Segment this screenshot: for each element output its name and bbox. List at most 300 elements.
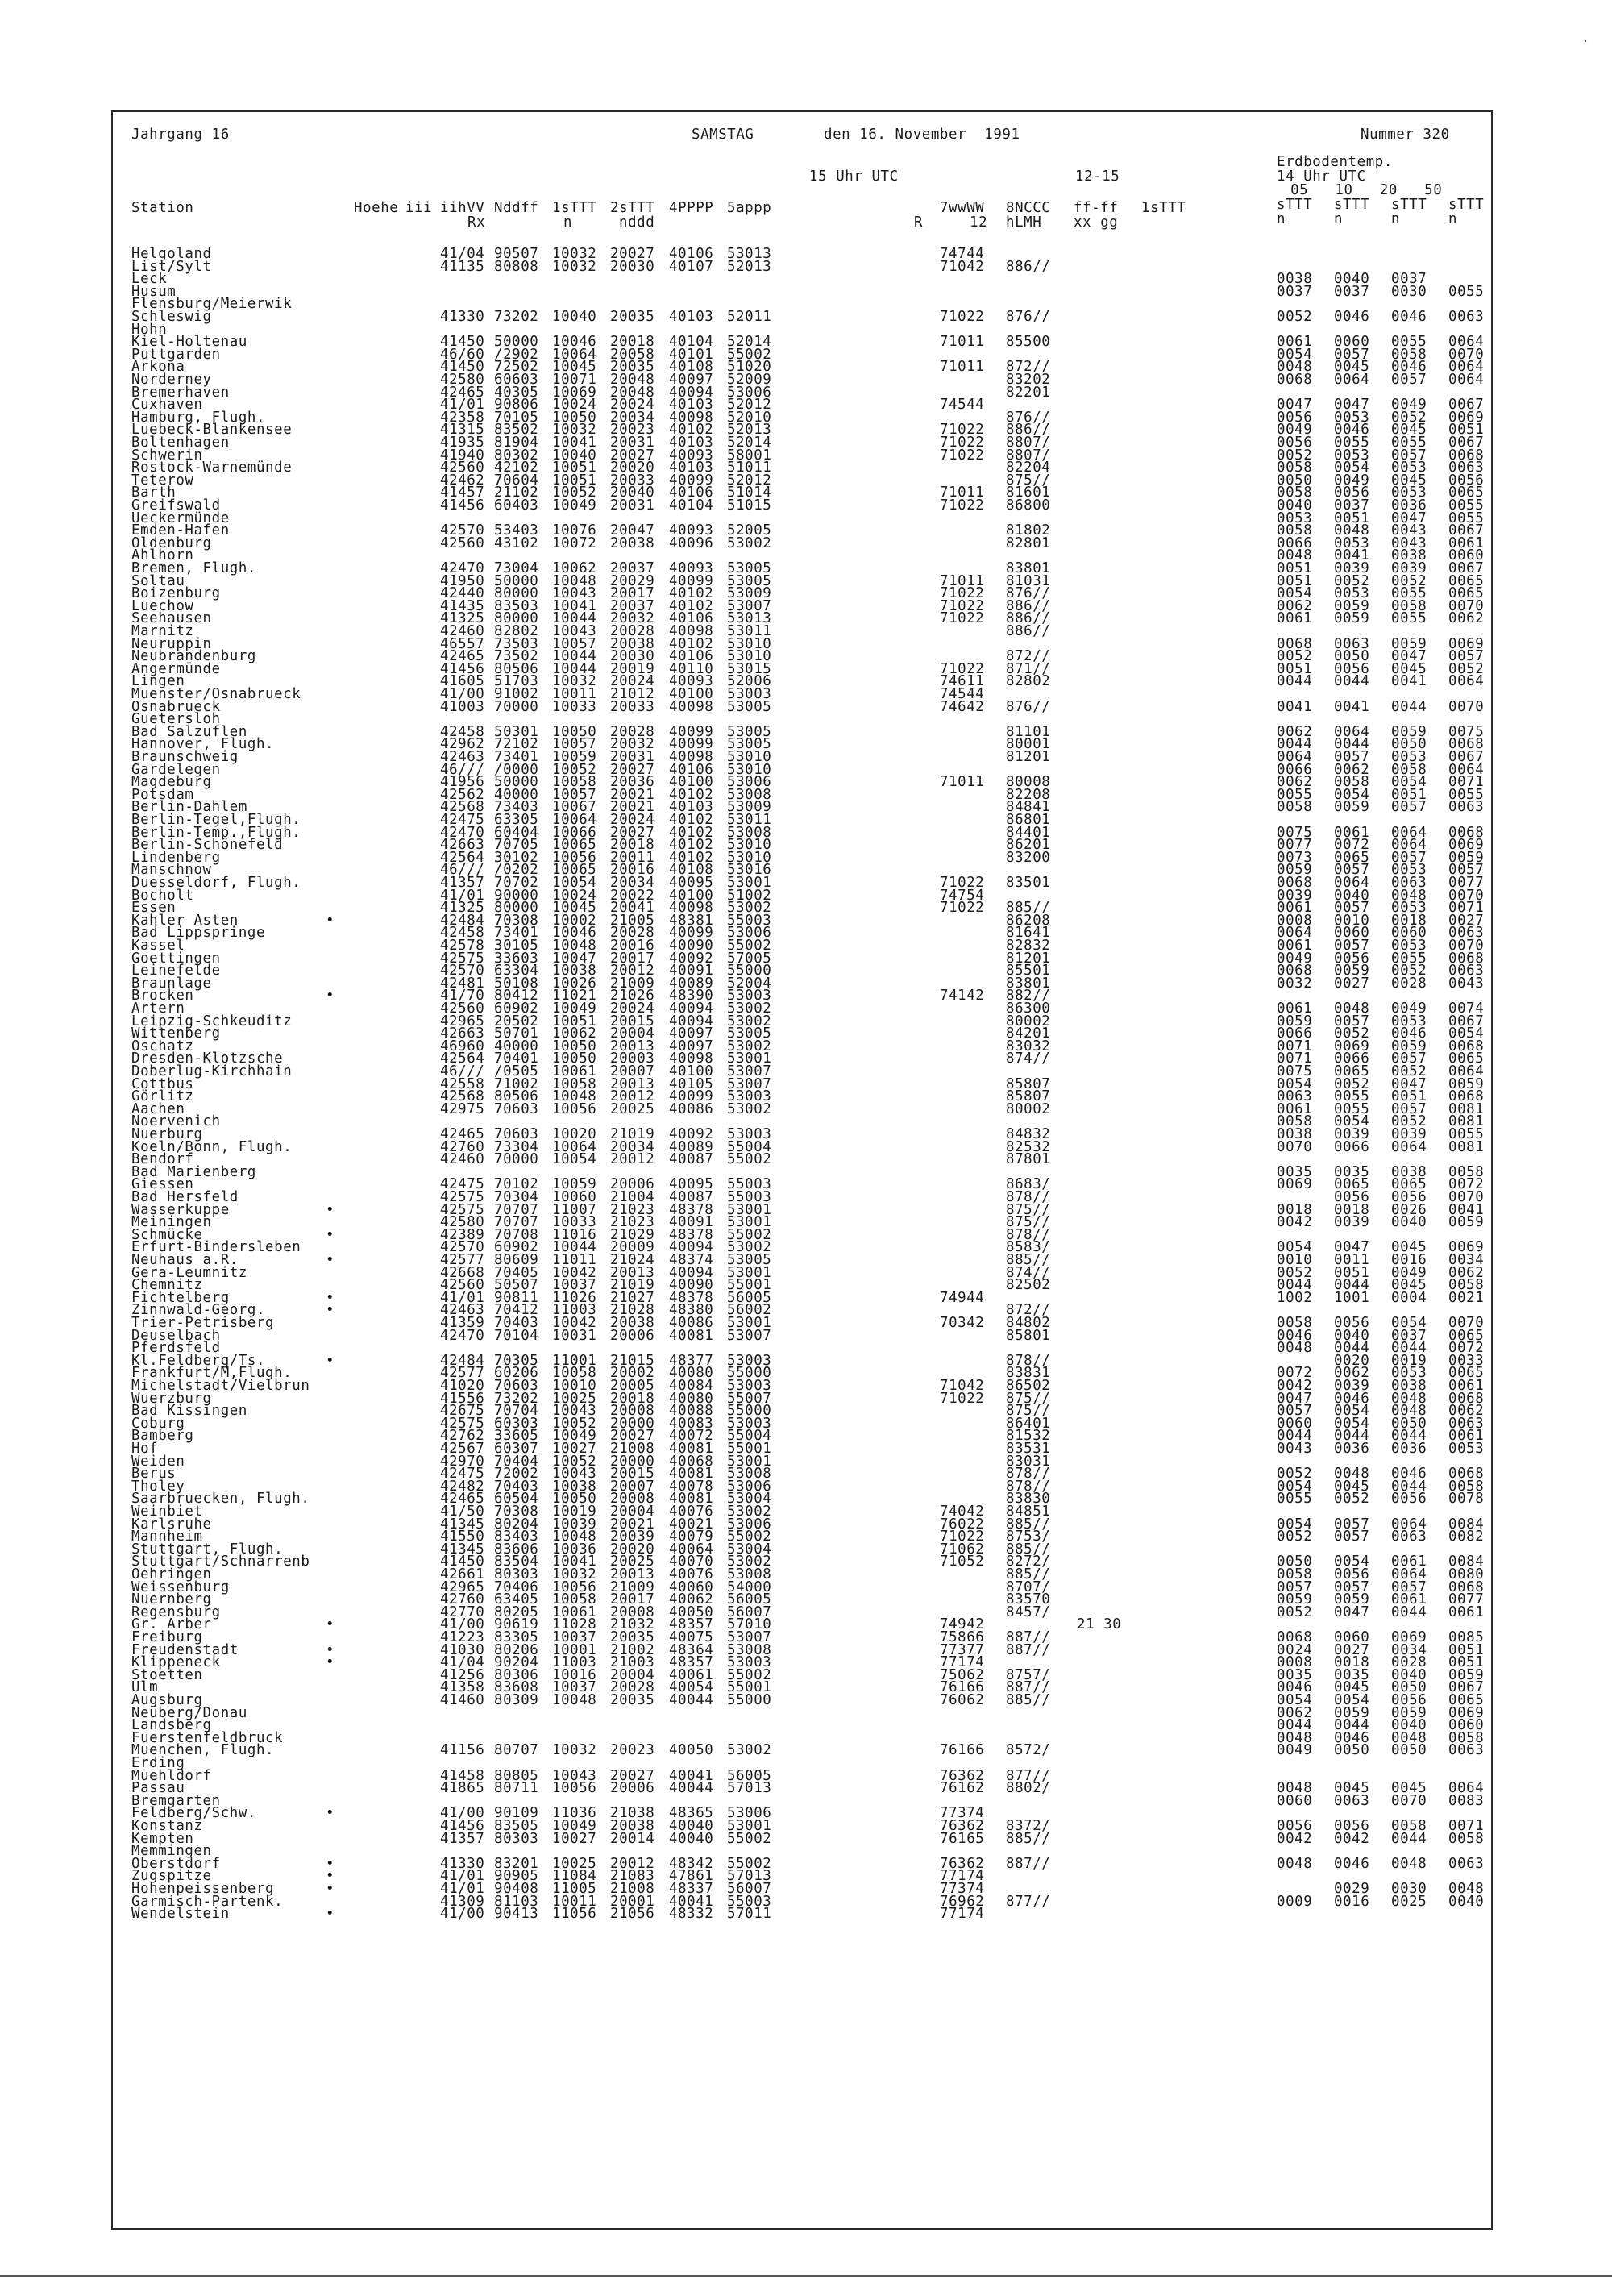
- cell-soil-20: 0046: [1391, 1025, 1427, 1042]
- cell-iihvv: 41/00: [440, 686, 485, 702]
- cell-iihvv: 41/01: [440, 397, 485, 414]
- cell-cloud: 84851: [1006, 1504, 1051, 1520]
- cell-t2: 20008: [610, 1403, 655, 1420]
- cell-weather: 71022: [940, 875, 985, 891]
- cell-soil-10: 0057: [1334, 749, 1370, 765]
- cell-tendency: 53005: [727, 1025, 772, 1042]
- cell-t2: 20035: [610, 1692, 655, 1708]
- col-nddff: Nddff: [494, 200, 539, 216]
- cell-t1: 10069: [552, 384, 597, 401]
- cell-soil-20: 0056: [1391, 1692, 1427, 1708]
- cell-soil-05: 1002: [1277, 1289, 1313, 1306]
- cell-station-name: Oberstdorf: [131, 1855, 221, 1872]
- cell-iihvv: 41865: [440, 1780, 485, 1797]
- cell-nddff: 90806: [494, 397, 539, 414]
- cell-t2: 20027: [610, 246, 655, 262]
- cell-t1: 10046: [552, 925, 597, 942]
- cell-iihvv: 42465: [440, 384, 485, 401]
- cell-t1: 10051: [552, 460, 597, 476]
- cell-iihvv: 41460: [440, 1692, 485, 1708]
- cell-pressure: 40099: [669, 925, 714, 942]
- cell-station-name: Neuruppin: [131, 635, 212, 652]
- cell-station-name: Trier-Petrisberg: [131, 1315, 275, 1331]
- cell-nddff: 80303: [494, 1566, 539, 1583]
- cell-t1: 10056: [552, 1100, 597, 1117]
- cell-t1: 10049: [552, 1818, 597, 1834]
- cell-pressure: 48374: [669, 1252, 714, 1268]
- cell-t2: 20035: [610, 309, 655, 325]
- cell-mountain-marker: •: [326, 912, 335, 929]
- cell-t1: 10042: [552, 1315, 597, 1331]
- cell-iihvv: 42465: [440, 648, 485, 665]
- cell-soil-05: 0071: [1277, 1050, 1313, 1067]
- cell-nddff: 73202: [494, 1390, 539, 1407]
- cell-soil-50: 0068: [1448, 1390, 1485, 1407]
- cell-tendency: 55002: [727, 1226, 772, 1243]
- cell-iihvv: 42562: [440, 786, 485, 803]
- cell-iihvv: 42475: [440, 1466, 485, 1483]
- cell-iihvv: 41330: [440, 309, 485, 325]
- cell-tendency: 57013: [727, 1780, 772, 1797]
- cell-soil-50: 0040: [1448, 1893, 1485, 1910]
- cell-iihvv: 46557: [440, 635, 485, 652]
- cell-nddff: 73401: [494, 749, 539, 765]
- cell-nddff: 70708: [494, 1226, 539, 1243]
- cell-soil-10: 0057: [1334, 900, 1370, 917]
- cell-mountain-marker: •: [326, 1654, 335, 1671]
- cell-pressure: 40050: [669, 1603, 714, 1620]
- cell-soil-05: 0068: [1277, 372, 1313, 388]
- cell-nddff: 70308: [494, 1504, 539, 1520]
- cell-iihvv: 41935: [440, 435, 485, 451]
- cell-mountain-marker: •: [326, 1805, 335, 1822]
- cell-weather: 77174: [940, 1654, 985, 1671]
- cell-soil-05: 0042: [1277, 1214, 1313, 1231]
- cell-tendency: 55002: [727, 1666, 772, 1683]
- cell-station-name: Weiden: [131, 1453, 185, 1470]
- cell-soil-10: 0061: [1334, 824, 1370, 841]
- cell-station-name: Gr. Arber: [131, 1616, 212, 1633]
- cell-nddff: 71002: [494, 1075, 539, 1092]
- cell-station-name: Magdeburg: [131, 774, 212, 791]
- cell-cloud: 86300: [1006, 1000, 1051, 1017]
- cell-cloud: 82801: [1006, 534, 1051, 551]
- cell-pressure: 40101: [669, 346, 714, 363]
- cell-t1: 10050: [552, 409, 597, 426]
- cell-pressure: 48381: [669, 912, 714, 929]
- cell-iihvv: 41315: [440, 422, 485, 439]
- cell-t2: 20041: [610, 900, 655, 917]
- cell-station-name: Teterow: [131, 472, 194, 489]
- cell-t1: 10033: [552, 698, 597, 715]
- cell-soil-10: 0042: [1334, 1830, 1370, 1847]
- cell-station-name: Norderney: [131, 372, 212, 388]
- cell-soil-10: 0054: [1334, 1692, 1370, 1708]
- cell-nddff: 40000: [494, 786, 539, 803]
- cell-soil-05: 0042: [1277, 1830, 1313, 1847]
- cell-soil-10: 0056: [1334, 950, 1370, 967]
- cell-tendency: 54000: [727, 1578, 772, 1595]
- cell-soil-50: 0064: [1448, 334, 1485, 351]
- cell-mountain-marker: •: [326, 1616, 335, 1633]
- cell-soil-20: 0048: [1391, 1855, 1427, 1872]
- cell-iihvv: 42484: [440, 912, 485, 929]
- cell-t1: 10059: [552, 1176, 597, 1193]
- cell-iihvv: 42460: [440, 1151, 485, 1168]
- cell-tendency: 53002: [727, 1742, 772, 1759]
- cell-nddff: 70603: [494, 1126, 539, 1142]
- cell-soil-50: 0063: [1448, 1742, 1485, 1759]
- cell-soil-05: 0064: [1277, 749, 1313, 765]
- cell-soil-05: 0047: [1277, 1390, 1313, 1407]
- cell-iihvv: 42463: [440, 1302, 485, 1319]
- cell-tendency: 53009: [727, 799, 772, 816]
- cell-tendency: 53006: [727, 1516, 772, 1533]
- cell-soil-05: 0059: [1277, 1013, 1313, 1029]
- cell-cloud: 85807: [1006, 1075, 1051, 1092]
- cell-nddff: 50000: [494, 774, 539, 791]
- cell-iihvv: 46960: [440, 1038, 485, 1054]
- cell-pressure: 40098: [669, 1050, 714, 1067]
- cell-station-name: Bad Lippspringe: [131, 925, 266, 942]
- cell-pressure: 40100: [669, 686, 714, 702]
- cell-station-name: List/Sylt: [131, 258, 212, 275]
- cell-soil-05: 0039: [1277, 887, 1313, 904]
- cell-soil-10: 0059: [1334, 1704, 1370, 1721]
- cell-nddff: 50701: [494, 1025, 539, 1042]
- cell-soil-10: 0054: [1334, 460, 1370, 476]
- cell-t1: 10072: [552, 534, 597, 551]
- cell-pressure: 40099: [669, 736, 714, 753]
- cell-pressure: 48365: [669, 1805, 714, 1822]
- cell-tendency: 55004: [727, 1138, 772, 1155]
- cell-soil-20: 0028: [1391, 975, 1427, 992]
- cell-soil-50: 0072: [1448, 1340, 1485, 1357]
- cell-nddff: 70102: [494, 1176, 539, 1193]
- cell-t2: 20032: [610, 736, 655, 753]
- cell-t2: 20030: [610, 258, 655, 275]
- cell-weather: 74944: [940, 1289, 985, 1306]
- cell-pressure: 40105: [669, 1075, 714, 1092]
- cell-t1: 10032: [552, 1742, 597, 1759]
- cell-t2: 20016: [610, 938, 655, 954]
- cell-pressure: 40079: [669, 1529, 714, 1545]
- cell-t1: 10044: [552, 660, 597, 677]
- cell-nddff: 60206: [494, 1365, 539, 1382]
- cell-soil-50: 0065: [1448, 572, 1485, 589]
- cell-soil-10: 0066: [1334, 1138, 1370, 1155]
- cell-soil-10: 0051: [1334, 1264, 1370, 1281]
- cell-iihvv: 41457: [440, 485, 485, 501]
- cell-station-name: Berlin-Schönefeld: [131, 837, 284, 854]
- cell-t2: 21009: [610, 975, 655, 992]
- cell-iihvv: 42482: [440, 1478, 485, 1495]
- cell-soil-20: 0049: [1391, 1264, 1427, 1281]
- cell-station-name: Boizenburg: [131, 585, 221, 602]
- cell-tendency: 57013: [727, 1868, 772, 1885]
- cell-station-name: Berlin-Temp.,Flugh.: [131, 824, 301, 841]
- cell-tendency: 55002: [727, 346, 772, 363]
- cell-station-name: Coburg: [131, 1415, 185, 1432]
- cell-soil-05: 0055: [1277, 786, 1313, 803]
- cell-station-name: Wasserkuppe: [131, 1201, 230, 1218]
- cell-soil-10: 0046: [1334, 1729, 1370, 1746]
- cell-pressure: 40093: [669, 447, 714, 464]
- cell-nddff: 83403: [494, 1529, 539, 1545]
- cell-tendency: 51020: [727, 359, 772, 376]
- cell-soil-05: 0072: [1277, 1365, 1313, 1382]
- cell-soil-50: 0064: [1448, 673, 1485, 690]
- cell-nddff: 80711: [494, 1780, 539, 1797]
- cell-nddff: 43102: [494, 534, 539, 551]
- jahrgang: Jahrgang 16: [131, 127, 230, 143]
- cell-soil-20: 0058: [1391, 597, 1427, 614]
- cell-t1: 10001: [552, 1641, 597, 1658]
- cell-nddff: 82802: [494, 623, 539, 639]
- cell-station-name: Nuerburg: [131, 1126, 203, 1142]
- cell-t1: 10032: [552, 258, 597, 275]
- cell-soil-10: 0056: [1334, 1315, 1370, 1331]
- cell-iihvv: 41550: [440, 1529, 485, 1545]
- cell-pressure: 40093: [669, 522, 714, 539]
- cell-soil-50: 0078: [1448, 1491, 1485, 1508]
- cell-soil-10: 0045: [1334, 359, 1370, 376]
- cell-soil-50: 0063: [1448, 460, 1485, 476]
- cell-station-name: Cottbus: [131, 1075, 194, 1092]
- cell-tendency: 53011: [727, 623, 772, 639]
- cell-t1: 11016: [552, 1226, 597, 1243]
- cell-soil-20: 0038: [1391, 1163, 1427, 1180]
- cell-soil-50: 0081: [1448, 1138, 1485, 1155]
- cell-t1: 11011: [552, 1252, 597, 1268]
- cell-iihvv: 42475: [440, 812, 485, 828]
- cell-station-name: Kassel: [131, 938, 185, 954]
- cell-cloud: 886//: [1006, 258, 1051, 275]
- cell-nddff: 73304: [494, 1138, 539, 1155]
- cell-soil-05: 0061: [1277, 938, 1313, 954]
- cell-station-name: Oehringen: [131, 1566, 212, 1583]
- cell-t1: 10041: [552, 1554, 597, 1570]
- cell-nddff: 90408: [494, 1881, 539, 1897]
- cell-pressure: 40104: [669, 497, 714, 514]
- cell-cloud: 84401: [1006, 824, 1051, 841]
- cell-nddff: 70412: [494, 1302, 539, 1319]
- cell-soil-10: 0048: [1334, 1000, 1370, 1017]
- cell-soil-10: 0044: [1334, 1340, 1370, 1357]
- cell-t1: 10043: [552, 585, 597, 602]
- col-1sttt-b: 1sTTT: [1141, 200, 1186, 216]
- cell-mountain-marker: •: [326, 1906, 335, 1923]
- cell-pressure: 40100: [669, 1063, 714, 1079]
- cell-soil-10: 0054: [1334, 1554, 1370, 1570]
- cell-soil-05: 0054: [1277, 585, 1313, 602]
- cell-cloud: 83830: [1006, 1491, 1051, 1508]
- cell-t2: 21005: [610, 912, 655, 929]
- cell-soil-50: 0027: [1448, 912, 1485, 929]
- cell-pressure: 40040: [669, 1830, 714, 1847]
- cell-t2: 20012: [610, 1088, 655, 1105]
- cell-soil-50: 0063: [1448, 799, 1485, 816]
- cell-soil-05: 0069: [1277, 1176, 1313, 1193]
- cell-nddff: 83606: [494, 1541, 539, 1558]
- cell-weather: 76362: [940, 1818, 985, 1834]
- cell-soil-20: 0047: [1391, 1075, 1427, 1092]
- cell-t2: 20014: [610, 1830, 655, 1847]
- cell-station-name: Manschnow: [131, 862, 212, 879]
- cell-cloud: 83501: [1006, 875, 1051, 891]
- cell-soil-10: 0046: [1334, 1390, 1370, 1407]
- col-soil-20: sTTT: [1391, 197, 1427, 213]
- cell-soil-05: 0041: [1277, 698, 1313, 715]
- cell-pressure: 40103: [669, 435, 714, 451]
- cell-iihvv: 41/50: [440, 1504, 485, 1520]
- cell-soil-05: 0056: [1277, 1818, 1313, 1834]
- cell-weather: 76962: [940, 1893, 985, 1910]
- cell-soil-50: 0068: [1448, 1088, 1485, 1105]
- cell-weather: 74042: [940, 1504, 985, 1520]
- cell-soil-10: 0053: [1334, 585, 1370, 602]
- cell-pressure: 40062: [669, 1591, 714, 1608]
- col-n: n: [563, 214, 573, 231]
- cell-soil-05: 0052: [1277, 309, 1313, 325]
- cell-soil-20: 0046: [1391, 1466, 1427, 1483]
- cell-t2: 20008: [610, 1491, 655, 1508]
- cell-tendency: 53001: [727, 1214, 772, 1231]
- cell-t1: 10071: [552, 372, 597, 388]
- cell-soil-10: 0063: [1334, 1792, 1370, 1809]
- cell-iihvv: 42578: [440, 938, 485, 954]
- cell-soil-10: 0040: [1334, 1327, 1370, 1344]
- cell-t2: 20025: [610, 1100, 655, 1117]
- weekday: SAMSTAG: [692, 127, 754, 143]
- cell-soil-20: 0052: [1391, 409, 1427, 426]
- cell-t1: 10064: [552, 346, 597, 363]
- cell-tendency: 53003: [727, 988, 772, 1004]
- cell-soil-10: 0056: [1334, 485, 1370, 501]
- cell-soil-50: 0067: [1448, 435, 1485, 451]
- cell-t2: 21003: [610, 1654, 655, 1671]
- cell-soil-05: 0044: [1277, 673, 1313, 690]
- cell-t2: 20028: [610, 925, 655, 942]
- cell-soil-50: 0055: [1448, 510, 1485, 526]
- cell-t2: 20013: [610, 1075, 655, 1092]
- cell-soil-05: 0048: [1277, 359, 1313, 376]
- cell-iihvv: 41256: [440, 1666, 485, 1683]
- cell-soil-20: 0064: [1391, 1566, 1427, 1583]
- cell-soil-20: 0055: [1391, 610, 1427, 627]
- cell-soil-20: 0036: [1391, 497, 1427, 514]
- cell-pressure: 48337: [669, 1881, 714, 1897]
- cell-pressure: 40100: [669, 774, 714, 791]
- cell-t2: 20028: [610, 623, 655, 639]
- cell-soil-05: 0068: [1277, 635, 1313, 652]
- cell-t2: 20037: [610, 560, 655, 576]
- cell-soil-50: 0084: [1448, 1516, 1485, 1533]
- cell-cloud: 8572/: [1006, 1742, 1051, 1759]
- cell-pressure: 48342: [669, 1855, 714, 1872]
- cell-tendency: 56002: [727, 1302, 772, 1319]
- cell-soil-20: 0052: [1391, 1063, 1427, 1079]
- cell-t2: 21012: [610, 686, 655, 702]
- cell-t2: 20048: [610, 384, 655, 401]
- cell-soil-10: 0041: [1334, 547, 1370, 564]
- cell-station-name: Mannheim: [131, 1529, 203, 1545]
- cell-soil-50: 0063: [1448, 963, 1485, 980]
- cell-tendency: 53002: [727, 1038, 772, 1054]
- cell-soil-10: 0011: [1334, 1252, 1370, 1268]
- cell-soil-20: 0050: [1391, 1742, 1427, 1759]
- cell-t1: 10050: [552, 1050, 597, 1067]
- cell-iihvv: 42458: [440, 723, 485, 740]
- cell-soil-10: 0052: [1334, 1025, 1370, 1042]
- cell-cloud: 885//: [1006, 1541, 1051, 1558]
- cell-soil-20: 0048: [1391, 1729, 1427, 1746]
- cell-tendency: 51014: [727, 485, 772, 501]
- cell-t2: 20024: [610, 812, 655, 828]
- cell-pressure: 40041: [669, 1893, 714, 1910]
- cell-tendency: 52010: [727, 409, 772, 426]
- cell-wind: 21 30: [1077, 1616, 1122, 1633]
- cell-nddff: 90000: [494, 887, 539, 904]
- cell-t2: 20018: [610, 837, 655, 854]
- cell-nddff: /0505: [494, 1063, 539, 1079]
- cell-soil-20: 0047: [1391, 648, 1427, 665]
- cell-t1: 10019: [552, 1504, 597, 1520]
- cell-soil-10: 0069: [1334, 1038, 1370, 1054]
- cell-tendency: 51002: [727, 887, 772, 904]
- cell-pressure: 40041: [669, 1767, 714, 1784]
- cell-t2: 20017: [610, 950, 655, 967]
- cell-cloud: 875//: [1006, 472, 1051, 489]
- cell-iihvv: 41450: [440, 334, 485, 351]
- cell-soil-50: 0070: [1448, 938, 1485, 954]
- cell-pressure: 40087: [669, 1151, 714, 1168]
- cell-nddff: 33605: [494, 1428, 539, 1445]
- bottom-rule: [0, 2275, 1612, 2277]
- cell-soil-10: 0047: [1334, 1603, 1370, 1620]
- cell-iihvv: 42661: [440, 1566, 485, 1583]
- cell-nddff: 60902: [494, 1239, 539, 1256]
- cell-iihvv: 42560: [440, 460, 485, 476]
- cell-pressure: 40084: [669, 1378, 714, 1394]
- cell-tendency: 52009: [727, 372, 772, 388]
- cell-t2: 20031: [610, 435, 655, 451]
- cell-soil-50: 0058: [1448, 1277, 1485, 1294]
- cell-tendency: 53004: [727, 1491, 772, 1508]
- cell-pressure: 48364: [669, 1641, 714, 1658]
- cell-t2: 20038: [610, 534, 655, 551]
- cell-tendency: 55002: [727, 938, 772, 954]
- cell-soil-20: 0045: [1391, 1239, 1427, 1256]
- cell-soil-05: 0032: [1277, 975, 1313, 992]
- cell-soil-50: 0061: [1448, 534, 1485, 551]
- cell-tendency: 53008: [727, 786, 772, 803]
- cell-soil-50: 0068: [1448, 824, 1485, 841]
- cell-cloud: 872//: [1006, 648, 1051, 665]
- cell-soil-20: 0063: [1391, 875, 1427, 891]
- cell-weather: 71022: [940, 422, 985, 439]
- cell-t1: 11021: [552, 988, 597, 1004]
- date: den 16. November 1991: [824, 127, 1020, 143]
- cell-station-name: Oschatz: [131, 1038, 194, 1054]
- cell-weather: 71011: [940, 334, 985, 351]
- cell-cloud: 81201: [1006, 749, 1051, 765]
- cell-iihvv: 41135: [440, 258, 485, 275]
- cell-cloud: 83531: [1006, 1441, 1051, 1457]
- cell-soil-10: 0057: [1334, 862, 1370, 879]
- cell-soil-50: 0052: [1448, 660, 1485, 677]
- cell-station-name: Freiburg: [131, 1629, 203, 1645]
